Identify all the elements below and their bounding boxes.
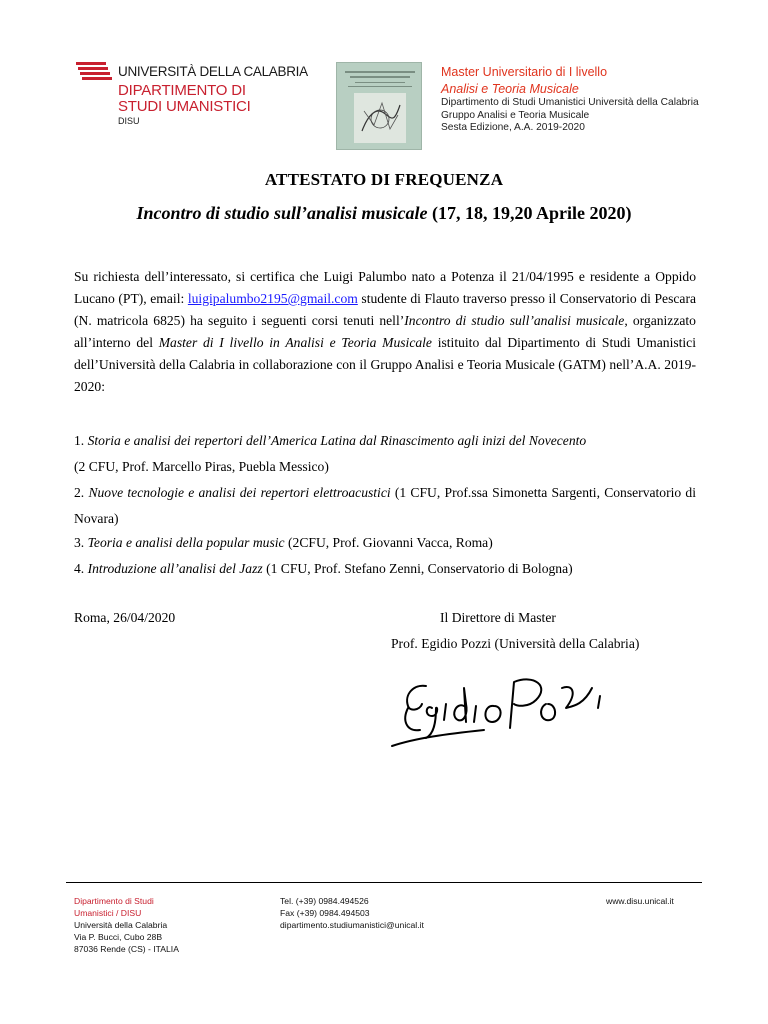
body-text-part: , organizzato all’interno del — [74, 313, 696, 350]
body-text-part: Su richiesta dell’interessato, si certifica che Luigi Palumbo nato a Potenza il 21/04/1995 e residente a Oppido Lucano (PT), email: — [74, 269, 696, 306]
document-title: ATTESTATO DI FREQUENZA — [264, 170, 504, 189]
course-item — [74, 530, 704, 556]
footer-contacts — [280, 895, 424, 931]
director-signature — [386, 664, 642, 756]
footer-website-link[interactable]: www.disu.unical.it — [606, 896, 674, 906]
footer-address — [74, 895, 179, 955]
course-details: (1 CFU, Prof.ssa Simonetta Sargenti, Conservatorio di Novara) — [74, 485, 697, 526]
footer-address-line: Via P. Bucci, Cubo 28B — [74, 932, 163, 942]
certificate-body — [74, 266, 696, 398]
master-info — [441, 64, 699, 135]
footer-department-line2: Umanistici / DISU — [74, 908, 142, 918]
university-logo — [76, 60, 326, 130]
director-label: Il Direttore di Master — [440, 610, 556, 625]
course-number: 1. — [74, 433, 88, 448]
course-details: (2CFU, Prof. Giovanni Vacca, Roma) — [284, 535, 493, 550]
place-and-date: Roma, 26/04/2020 — [74, 610, 176, 625]
footer-department-line1: Dipartimento di Studi — [74, 896, 154, 906]
footer-address-line: 87036 Rende (CS) - ITALIA — [74, 944, 179, 954]
master-info-line: Sesta Edizione, A.A. 2019-2020 — [441, 122, 585, 133]
body-text-part: studente di Flauto traverso presso il Conservatorio di Pescara (N. matricola 6825) ha seguito i seguenti corsi tenuti nell’ — [74, 291, 697, 328]
footer-email-link[interactable]: dipartimento.studiumanistici@unical.it — [280, 920, 424, 930]
body-text-part: istituito dal Dipartimento di Studi Umanistici dell’Università della Calabria in collaborazione con il Gruppo Analisi e Teoria Musicale (GATM) nell’A.A. 2019-2020: — [74, 335, 696, 394]
footer-address-line: Università della Calabria — [74, 920, 168, 930]
course-title: Introduzione all’analisi del Jazz — [87, 561, 263, 576]
body-text-italic: Incontro di studio sull’analisi musicale — [404, 313, 625, 328]
course-item — [74, 428, 704, 479]
course-number: 2. — [74, 485, 89, 500]
course-title: Teoria e analisi della popular music — [87, 535, 285, 550]
master-title: Master Universitario di I livello — [441, 65, 608, 79]
course-details: (1 CFU, Prof. Stefano Zenni, Conservatorio di Bologna) — [262, 561, 573, 576]
university-name: UNIVERSITÀ DELLA CALABRIA — [118, 64, 308, 79]
brochure-artwork-icon — [354, 93, 406, 143]
master-subtitle: Analisi e Teoria Musicale — [441, 82, 579, 96]
course-item — [74, 556, 704, 582]
subtitle-event-name: Incontro di studio sull’analisi musicale — [136, 203, 428, 223]
master-info-line: Dipartimento di Studi Umanistici Università della Calabria — [441, 97, 699, 108]
body-text-italic: Master di I livello in Analisi e Teoria Musicale — [158, 335, 432, 350]
department-name-line2: STUDI UMANISTICI — [118, 98, 251, 115]
course-title: Nuove tecnologie e analisi dei repertori elettroacustici — [88, 485, 391, 500]
course-number: 4. — [74, 561, 88, 576]
footer-website — [606, 895, 674, 907]
student-email-link[interactable]: luigipalumbo2195@gmail.com — [187, 291, 358, 306]
course-title: Storia e analisi dei repertori dell’America Latina dal Rinascimento agli inizi del Novecento — [87, 433, 587, 448]
master-brochure-thumbnail — [336, 62, 422, 150]
department-name-line1: DIPARTIMENTO DI — [118, 82, 246, 99]
footer-fax: Fax (+39) 0984.494503 — [280, 908, 370, 918]
footer-phone: Tel. (+39) 0984.494526 — [280, 896, 369, 906]
footer-divider — [66, 882, 702, 883]
course-item — [74, 480, 696, 531]
course-number: 3. — [74, 535, 88, 550]
department-acronym: DISU — [118, 116, 140, 126]
subtitle-dates: (17, 18, 19,20 Aprile 2020) — [427, 203, 632, 223]
university-logo-icon — [76, 62, 112, 84]
director-name: Prof. Egidio Pozzi (Università della Calabria) — [391, 636, 640, 651]
course-details: (2 CFU, Prof. Marcello Piras, Puebla Messico) — [74, 458, 329, 474]
master-info-line: Gruppo Analisi e Teoria Musicale — [441, 109, 590, 121]
document-subtitle — [0, 203, 768, 224]
